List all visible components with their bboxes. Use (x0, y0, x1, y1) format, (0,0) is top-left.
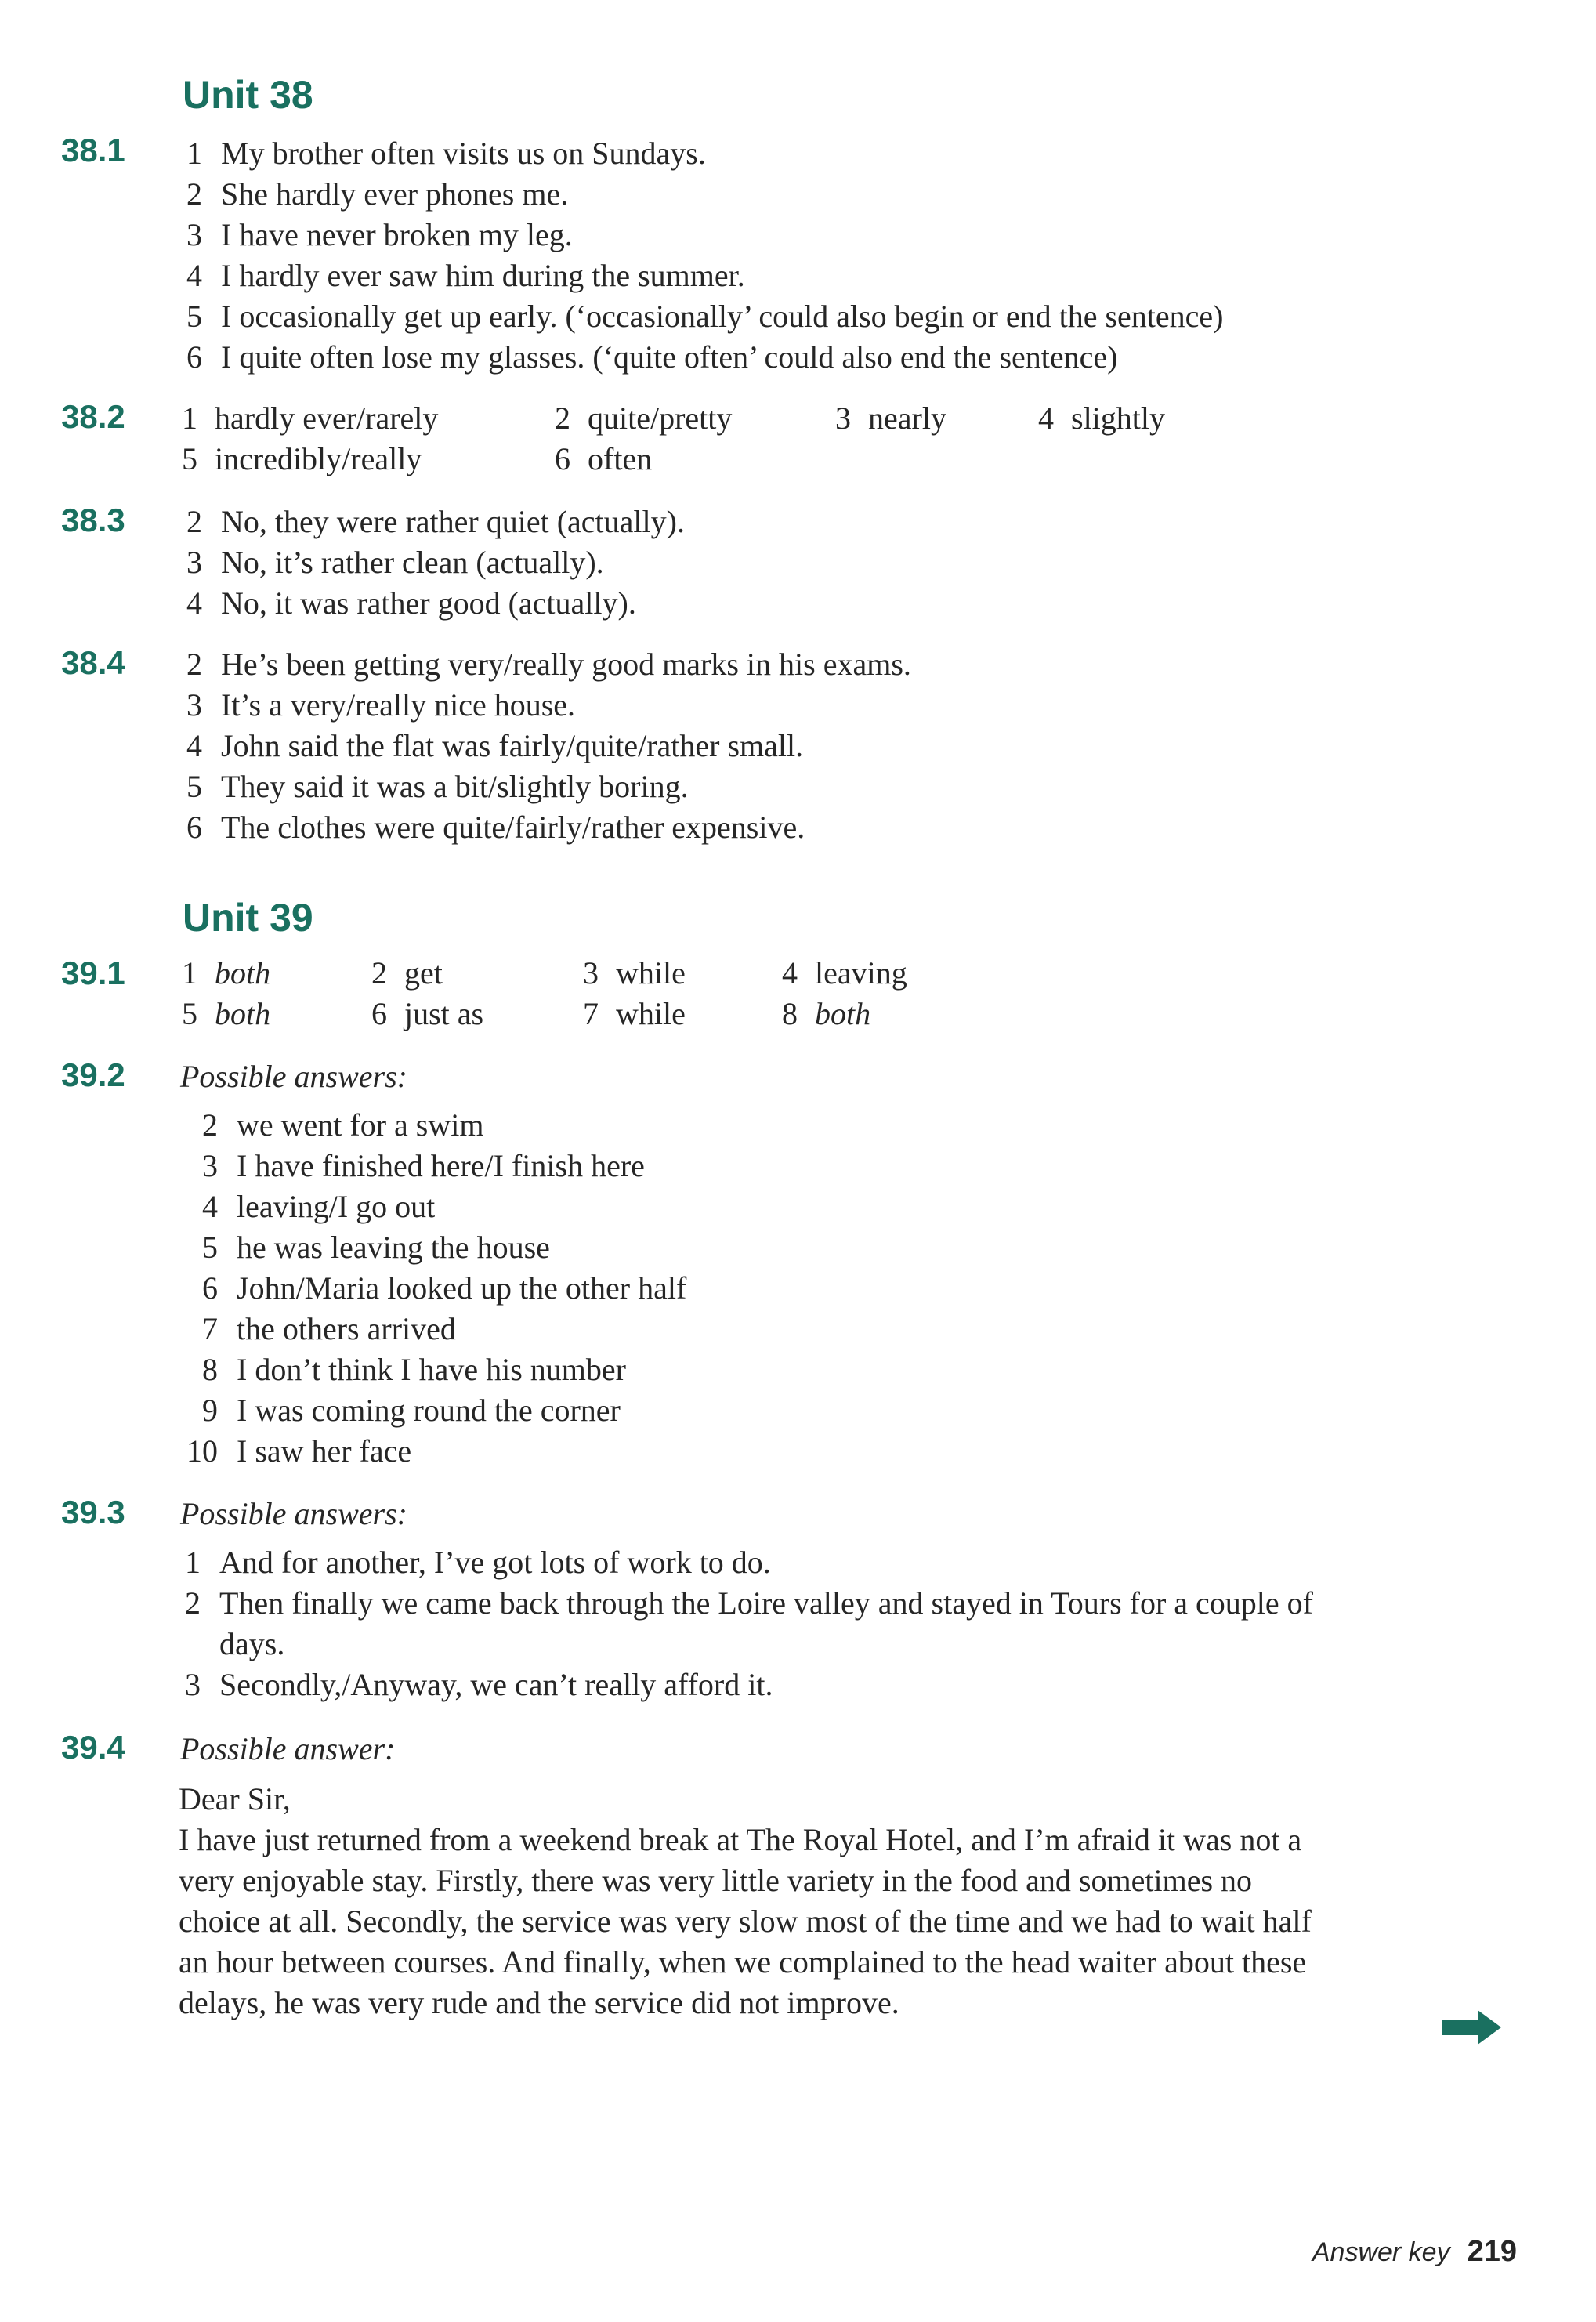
letter-line: choice at all. Secondly, the service was very slow most of the time and we had to wait half (179, 1904, 1312, 1939)
exercise-number: 39.2 (61, 1056, 125, 1093)
letter-line: very enjoyable stay. Firstly, there was very little variety in the food and sometimes no (179, 1863, 1253, 1898)
exercise-number: 38.4 (61, 644, 125, 681)
answer-item: 6 often (555, 441, 653, 476)
answer-item: 2 quite/pretty (555, 400, 733, 436)
answer-line: 2 He’s been getting very/really good marks in his exams. (186, 647, 911, 682)
footer-label: Answer key (1312, 2237, 1450, 2267)
exercise-number: 39.1 (61, 955, 125, 991)
answer-line: 2 Then finally we came back through the Loire valley and stayed in Tours for a couple of (185, 1585, 1313, 1621)
answer-line: 4 No, it was rather good (actually). (186, 585, 636, 621)
answer-line: 8 I don’t think I have his number (202, 1352, 626, 1387)
answer-line: 7 the others arrived (202, 1311, 456, 1346)
letter-paragraph (179, 1779, 1518, 2023)
answer-line: 6 I quite often lose my glasses. (‘quite often’ could also end the sentence) (186, 339, 1118, 375)
answer-item: 5 incredibly/really (182, 441, 422, 476)
answer-item: 5 both (182, 996, 271, 1031)
answer-line: 10 I saw her face (186, 1433, 412, 1469)
answer-line: 4 leaving/I go out (202, 1189, 436, 1224)
answer-item: 6 just as (371, 996, 484, 1031)
answer-line: 2 She hardly ever phones me. (186, 176, 569, 212)
answer-line: 3 I have never broken my leg. (186, 217, 573, 252)
answer-line: 3 Secondly,/Anyway, we can’t really afford it. (185, 1667, 773, 1702)
exercise-number: 38.3 (61, 502, 125, 538)
answer-line: 3 It’s a very/really nice house. (186, 687, 576, 723)
letter-line: an hour between courses. And finally, when we complained to the head waiter about these (179, 1944, 1307, 1980)
exercise-number: 39.3 (61, 1494, 125, 1530)
page-number: 219 (1467, 2235, 1517, 2268)
unit-title: Unit 38 (183, 73, 313, 117)
answer-line: 9 I was coming round the corner (202, 1393, 621, 1428)
answer-item: 4 slightly (1038, 400, 1166, 436)
letter-line: delays, he was very rude and the service did not improve. (179, 1985, 899, 2020)
answer-line: 4 John said the flat was fairly/quite/rather small. (186, 728, 804, 763)
answer-line: 4 I hardly ever saw him during the summer. (186, 258, 745, 293)
answer-line: 6 The clothes were quite/fairly/rather expensive. (186, 810, 805, 845)
answer-item: 3 nearly (835, 400, 946, 436)
possible-answer-label: Possible answer: (180, 1731, 396, 1766)
answer-item: 8 both (782, 996, 871, 1031)
letter-line: I have just returned from a weekend break at The Royal Hotel, and I’m afraid it was not a (179, 1822, 1302, 1857)
answer-line: 3 I have finished here/I finish here (202, 1148, 645, 1183)
answer-line: 5 They said it was a bit/slightly boring. (186, 769, 689, 804)
answer-line: 2 we went for a swim (202, 1107, 484, 1143)
answer-item: 3 while (583, 955, 686, 991)
answer-line: 1 And for another, I’ve got lots of work to do. (185, 1545, 771, 1580)
answer-line: 5 I occasionally get up early. (‘occasionally’ could also begin or end the sentence) (186, 299, 1224, 334)
answer-line: 1 My brother often visits us on Sundays. (186, 136, 706, 171)
right-arrow-icon (1440, 2008, 1503, 2047)
answer-line: 6 John/Maria looked up the other half (202, 1270, 687, 1306)
answer-line: 5 he was leaving the house (202, 1230, 550, 1265)
answer-item: 7 while (583, 996, 686, 1031)
answer-item: 2 get (371, 955, 443, 991)
answer-item: 1 both (182, 955, 271, 991)
possible-answers-label: Possible answers: (180, 1059, 407, 1094)
exercise-number: 38.2 (61, 398, 125, 435)
answer-line: 3 No, it’s rather clean (actually). (186, 545, 604, 580)
unit-title: Unit 39 (183, 896, 313, 940)
answer-item: 1 hardly ever/rarely (182, 400, 439, 436)
answer-line: days. (219, 1626, 285, 1661)
possible-answers-label: Possible answers: (180, 1496, 407, 1531)
answer-item: 4 leaving (782, 955, 907, 991)
exercise-number: 39.4 (61, 1729, 125, 1766)
letter-greeting: Dear Sir, (179, 1781, 291, 1817)
page-footer (1254, 2235, 1517, 2269)
answer-line: 2 No, they were rather quiet (actually). (186, 504, 685, 539)
exercise-number: 38.1 (61, 132, 125, 168)
